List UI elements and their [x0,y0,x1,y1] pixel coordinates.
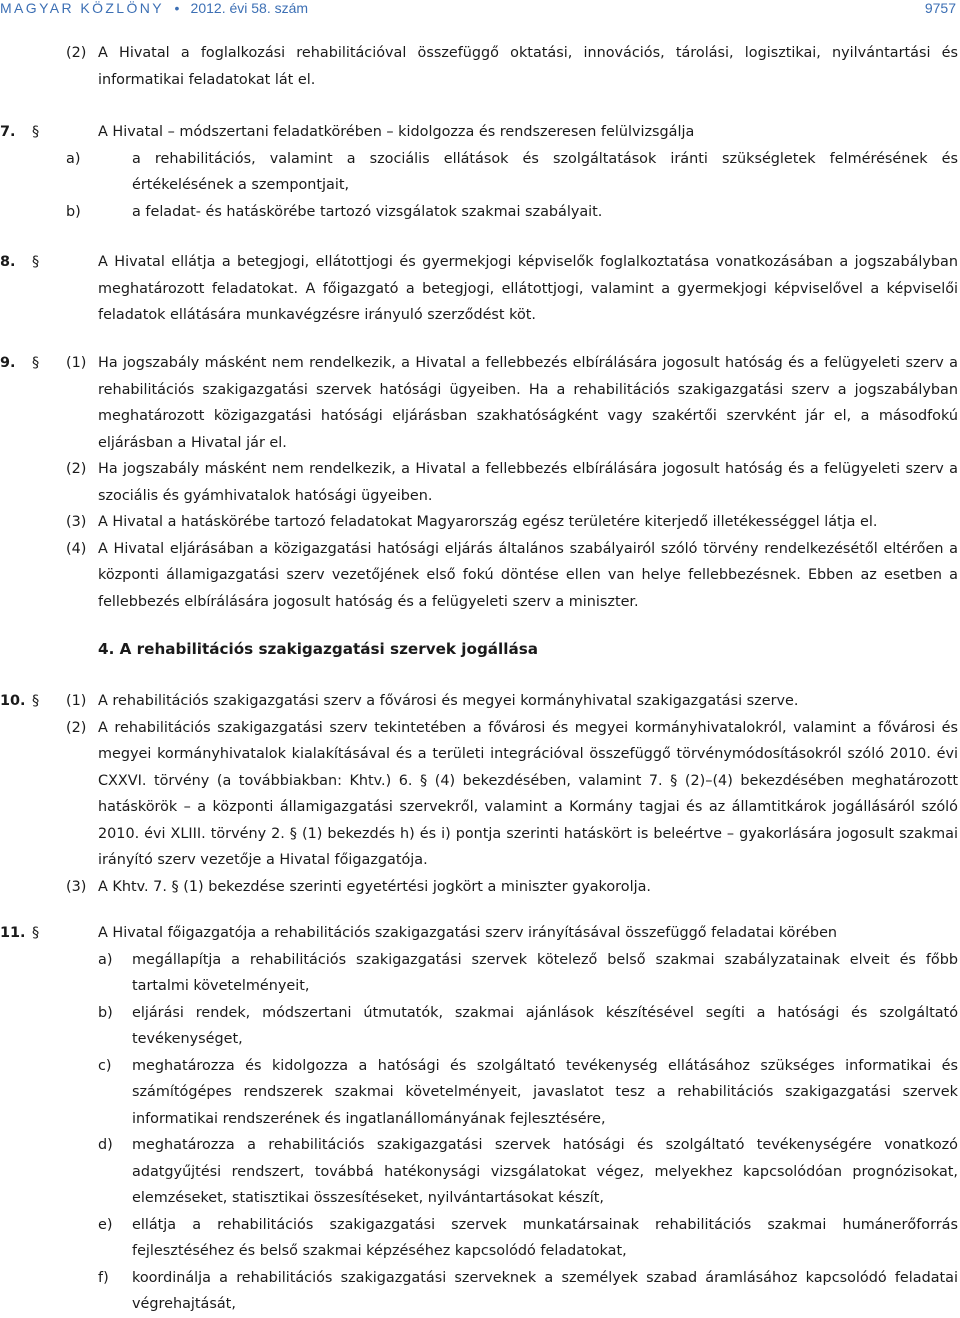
list-item [98,1265,958,1318]
paragraph-label: (4) [66,540,87,557]
section-number: 11. [0,925,26,941]
section-number: 10. [0,693,26,709]
page-header: MAGYAR KÖZLÖNY • 2012. évi 58. szám 9757 [0,0,956,16]
chapter-heading: 4. A rehabilitációs szakigazgatási szervek jogállása [98,640,539,658]
section-7 [0,119,958,225]
section-intro: A Hivatal – módszertani feladatkörében – kidolgozza és rendszeresen felülvizsgálja [98,124,695,140]
section-number: 8. [0,254,16,270]
item-label: c) [98,1057,112,1074]
paragraph-text: A Khtv. 7. § (1) bekezdése szerinti egyetértési jogkört a miniszter gyakorolja. [98,878,651,895]
paragraph-text: A Hivatal a foglalkozási rehabilitációval összefüggő oktatási, innovációs, tárolási, logisztikai, nyilvántartási és informatikai feladatokat lát el. [98,45,958,88]
item-label: b) [66,203,81,220]
paragraph [0,715,958,874]
paragraph-text: A rehabilitációs szakigazgatási szerv a fővárosi és megyei kormányhivatal szakigazgatási szerve. [98,693,799,709]
list-item [98,1132,958,1212]
section-10 [0,688,958,900]
item-label: a) [66,150,81,167]
paragraph-label: (2) [66,461,87,477]
section-number: 7. [0,124,16,140]
section-symbol: § [32,925,40,941]
section-text: A Hivatal ellátja a betegjogi, ellátottjogi és gyermekjogi képviselők foglalkoztatása vonatkozásában a jogszabályban meghatározott feladatokat. A főigazgató a betegjogi, ellátottjogi, valamint a gyermekjogi képviselővel a képviselői feladatok ellátására munkavégzésre irányuló szerződést köt. [98,254,958,323]
paragraph [0,874,958,901]
item-text: ellátja a rehabilitációs szakigazgatási szervek munkatársainak rehabilitációs szakmai humánerőforrás fejlesztéséhez és belső szakmai képzéséhez kapcsolódó feladatokat, [132,1216,958,1259]
list-item [66,199,958,226]
item-label: a) [98,951,113,968]
list-item [98,1212,958,1265]
item-text: meghatározza és kidolgozza a hatósági és szolgáltató tevékenység ellátásához szükséges informatikai és számítógépes rendszerek szakmai követelményeit, javaslatot tesz a rehabilitációs szakigazgatási szervek informatikai rendszerének és ingatlanállományának fejlesztésére, [132,1057,958,1127]
item-label: d) [98,1137,113,1153]
issue-label: 2012. évi 58. szám [190,0,309,16]
item-text: a rehabilitációs, valamint a szociális ellátások és szolgáltatások iránti szükségletek felmérésének és értékelésének a szempontjait, [132,150,958,193]
section-symbol: § [32,124,40,140]
paragraph-label: (3) [66,878,87,895]
item-label: b) [98,1004,113,1021]
item-text: meghatározza a rehabilitációs szakigazgatási szervek hatósági és szolgáltató tevékenységére vonatkozó adatgyűjtési rendszert, továbbá hatékonysági vizsgálatokat végez, melyekhez kapcsolódóan prognózisokat, elemzéseket, statisztikai összesítéseket, nyilvántartásokat készít, [132,1137,958,1206]
paragraph-text: Ha jogszabály másként nem rendelkezik, a Hivatal a fellebbezés elbírálására jogosult hatóság és a felügyeleti szerv a rehabilitációs szakigazgatási szervek hatósági ügyeiben. Ha a rehabilitációs szakigazgatási szerv a jogszabályban meghatározott közigazgatási hatósági eljárásban szakhatóságként vagy szakértői szervként jár el, a másodfokú eljárásban a Hivatal jár el. [98,355,958,451]
item-label: f) [98,1269,109,1286]
section-symbol: § [32,254,40,270]
paragraph [0,688,958,715]
paragraph-text: A rehabilitációs szakigazgatási szerv tekintetében a fővárosi és megyei kormányhivatalokról, valamint a fővárosi és megyei kormányhivatalok kialakításával és a területi integrációval összefüggő törvénymódosításokról szóló 2010. évi CXXVI. törvény (a továbbiakban: Khtv.) 6. § (4) bekezdésében, valamint 7. § (2)–(4) bekezdésében meghatározott hatáskörök – a központi államigazgatási szervekről, valamint a Kormány tagjai és az államtitkárok jogállásáról szóló 2010. évi XLIII. törvény 2. § (1) bekezdés h) és i) pontja szerinti hatáskört is beleértve – gyakorlására jogosult szakmai irányító szerv vezetője a Hivatal főigazgatója. [98,719,958,868]
section-number: 9. [0,355,16,371]
paragraph-label: (3) [66,514,87,530]
journal-name: MAGYAR KÖZLÖNY [0,0,165,16]
list-item [66,146,958,199]
item-label: e) [98,1216,113,1233]
section-intro: A Hivatal főigazgatója a rehabilitációs szakigazgatási szerv irányításával összefüggő feladatai körében [98,925,838,941]
paragraph [0,350,958,456]
paragraph [0,509,958,536]
paragraph [0,536,958,616]
paragraph-text: Ha jogszabály másként nem rendelkezik, a Hivatal a fellebbezés elbírálására jogosult hatóság és a felügyeleti szerv a szociális és gyámhivatalok hatósági ügyeiben. [98,461,958,504]
section-11 [0,920,958,1318]
paragraph-label: (1) [66,693,87,709]
item-text: a feladat- és hatáskörébe tartozó vizsgálatok szakmai szabályait. [132,203,603,220]
section-symbol: § [32,355,40,371]
item-text: eljárási rendek, módszertani útmutatók, szakmai ajánlások készítésével segíti a hatósági és szolgáltató tevékenységet, [132,1004,958,1047]
paragraph-text: A Hivatal eljárásában a közigazgatási hatósági eljárás általános szabályairól szóló törvény rendelkezésétől eltérően a központi államigazgatási szerv vezetőjének első fokú döntése ellen van helye fellebbezésnek. Ebben az esetben a fellebbezés elbírálására jogosult hatóság és a felügyeleti szerv a miniszter. [98,540,958,610]
list-item [98,947,958,1000]
item-text: koordinálja a rehabilitációs szakigazgatási szerveknek a személyek szabad áramlásához kapcsolódó feladatai végrehajtását, [132,1269,958,1312]
paragraph-label: (2) [66,719,87,736]
section-9 [0,350,958,615]
paragraph [0,456,958,509]
section-8 [0,249,958,329]
paragraph-label: (2) [66,45,87,61]
item-text: megállapítja a rehabilitációs szakigazgatási szervek kötelező belső szakmai szabályzatainak elveit és főbb tartalmi követelményeit, [132,951,958,994]
paragraph-label: (1) [66,355,87,371]
page-number: 9757 [924,0,956,16]
section-symbol: § [32,693,40,709]
paragraph-text: A Hivatal a hatáskörébe tartozó feladatokat Magyarország egész területére kiterjedő illetékességgel látja el. [98,514,878,530]
continuation-paragraph [0,40,958,93]
list-item [98,1053,958,1133]
list-item [98,1000,958,1053]
